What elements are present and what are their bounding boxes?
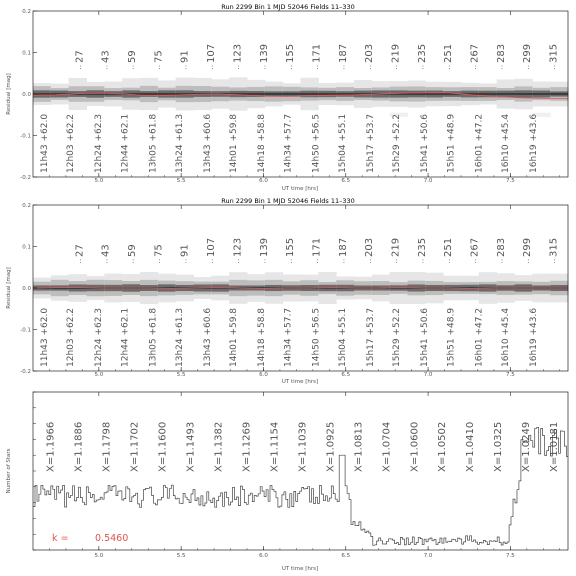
p1-field-number: 59	[127, 50, 139, 63]
p1-xtick-label: 7.0	[423, 178, 433, 184]
p1-field-number: 91	[179, 50, 191, 63]
p1-field-separator: :	[316, 63, 319, 71]
p1-field-number: 283	[495, 43, 507, 63]
p2-coordinate-label: 13h43 +60.6	[202, 307, 213, 367]
p2-xtick-label: 7.0	[423, 372, 433, 378]
p2-field-number: 171	[311, 237, 323, 257]
extinction-k-value: 0.5460	[95, 533, 129, 544]
p1-coordinate-label: 15h51 +48.9	[446, 113, 457, 173]
p1-field-number: 267	[469, 43, 481, 63]
p2-coordinate-label: 13h24 +61.3	[174, 307, 185, 367]
p1-coordinate-label: 14h18 +58.8	[257, 113, 268, 173]
p1-field-separator: :	[553, 63, 556, 71]
p2-field-separator: :	[184, 257, 188, 265]
p1-field-separator: :	[342, 63, 346, 71]
p1-xtick-label: 6.5	[341, 178, 351, 184]
p1-coordinate-label: 13h24 +61.3	[174, 113, 185, 173]
p1-ytick-label: 0.1	[22, 50, 31, 57]
panel-1-xlabel: UT time [hrs]	[281, 186, 319, 192]
p2-coordinate-label: 14h01 +59.8	[229, 307, 240, 367]
p1-coordinate-label: 16h10 +45.4	[500, 113, 511, 173]
airmass-label: X=1.1493	[185, 421, 197, 472]
p2-coordinate-label: 16h19 +43.6	[528, 307, 539, 367]
p2-field-number: 123	[232, 237, 244, 257]
p2-field-number: 219	[390, 237, 402, 257]
airmass-label: X=1.1966	[45, 421, 57, 472]
p2-field-number: 283	[495, 237, 507, 257]
panel-1-coordinate-labels	[40, 114, 539, 173]
p1-coordinate-label: 14h34 +57.7	[283, 113, 294, 173]
p2-field-separator: :	[395, 257, 398, 265]
p2-field-number: 235	[416, 237, 428, 257]
p2-coordinate-label: 15h17 +53.7	[365, 307, 376, 367]
p3-xtick-label: 5.0	[94, 553, 104, 559]
p2-xtick-label: 6.5	[341, 372, 351, 378]
p1-field-separator: :	[263, 63, 267, 71]
airmass-label: X=1.1269	[241, 421, 253, 472]
p2-coordinate-label: 12h03 +62.2	[66, 307, 77, 367]
panel-2-residual-line	[33, 288, 568, 289]
p1-field-separator: :	[474, 63, 477, 71]
p1-coordinate-label: 15h29 +52.2	[392, 113, 403, 173]
airmass-label: X=1.1798	[101, 421, 113, 472]
p2-field-number: 27	[74, 244, 86, 257]
airmass-label: X=1.1382	[213, 421, 225, 472]
panel-1	[6, 3, 569, 192]
airmass-label: X=1.0704	[381, 421, 393, 472]
panel-2-field-labels	[74, 238, 559, 265]
p1-field-number: 123	[232, 43, 244, 63]
p1-field-separator: :	[395, 63, 398, 71]
airmass-label: X=1.0410	[465, 421, 477, 472]
p2-field-number: 75	[153, 244, 165, 257]
p2-field-separator: :	[500, 257, 504, 265]
p2-field-number: 251	[443, 237, 455, 257]
p1-coordinate-label: 16h01 +47.2	[474, 113, 485, 173]
p1-field-number: 155	[285, 43, 297, 63]
airmass-label: X=1.1702	[129, 421, 141, 472]
p2-ytick-label: 0.0	[22, 286, 31, 292]
p2-field-separator: :	[369, 257, 372, 265]
p2-field-separator: :	[527, 257, 530, 265]
p3-xtick-label: 7.5	[506, 553, 515, 559]
airmass-label: X=1.0600	[409, 421, 421, 472]
airmass-label: X=1.1039	[297, 421, 309, 472]
p1-xtick-label: 5.0	[94, 178, 104, 184]
p1-field-number: 171	[311, 43, 323, 63]
p1-field-separator: :	[132, 63, 135, 71]
p1-field-separator: :	[105, 63, 109, 71]
panel-2-title: Run 2299 Bin 1 MJD 52046 Fields 11–330	[221, 197, 355, 205]
p1-coordinate-label: 15h04 +55.1	[337, 113, 348, 173]
p2-field-number: 203	[364, 237, 376, 257]
p3-xtick-label: 6.0	[259, 553, 268, 559]
p1-coordinate-label: 15h17 +53.7	[365, 113, 376, 173]
airmass-label: X=1.0813	[353, 421, 365, 472]
panel-3-xlabel: UT time [hrs]	[281, 566, 319, 572]
p2-field-number: 107	[206, 237, 218, 257]
p2-field-number: 315	[548, 237, 560, 257]
p2-coordinate-label: 13h05 +61.8	[148, 307, 159, 367]
p1-field-separator: :	[369, 63, 372, 71]
panel-2-ylabel: Residual [mag]	[6, 267, 12, 309]
extinction-k-label: k =	[52, 533, 69, 544]
p2-coordinate-label: 11h43 +62.0	[39, 307, 50, 367]
p2-field-separator: :	[211, 257, 214, 265]
p2-field-separator: :	[79, 257, 82, 265]
p2-coordinate-label: 16h10 +45.4	[500, 307, 511, 367]
p2-coordinate-label: 15h04 +55.1	[337, 307, 348, 367]
p1-coordinate-label: 12h44 +62.1	[120, 113, 131, 173]
panel-1-field-labels	[74, 44, 559, 71]
p2-coordinate-label: 14h18 +58.8	[257, 307, 268, 367]
p3-xtick-label: 5.5	[176, 553, 186, 559]
airmass-label: X=1.0249	[521, 421, 533, 472]
p1-field-separator: :	[158, 63, 161, 71]
p1-field-separator: :	[527, 63, 530, 71]
p1-coordinate-label: 12h24 +62.3	[94, 113, 105, 173]
p2-coordinate-label: 15h41 +50.6	[420, 307, 431, 367]
p2-field-separator: :	[263, 257, 267, 265]
panel-2-coordinate-labels	[40, 308, 539, 367]
p2-field-number: 267	[469, 237, 481, 257]
p2-xtick-label: 7.5	[506, 372, 515, 378]
p1-field-separator: :	[211, 63, 214, 71]
airmass-label: X=1.0325	[493, 421, 505, 472]
airmass-label: X=1.1154	[269, 421, 281, 472]
p2-field-number: 139	[258, 237, 270, 257]
panel-2-xlabel: UT time [hrs]	[281, 379, 319, 385]
p1-ytick-label: -0.1	[20, 133, 31, 140]
p2-ytick-label: 0.2	[22, 203, 31, 209]
p1-field-separator: :	[290, 63, 293, 71]
p2-field-separator: :	[448, 257, 451, 265]
p1-field-separator: :	[79, 63, 82, 71]
p2-xtick-label: 6.0	[259, 372, 268, 378]
p1-field-number: 27	[74, 50, 86, 63]
p1-field-number: 235	[416, 43, 428, 63]
p1-xtick-label: 5.5	[176, 178, 186, 184]
p1-field-number: 107	[206, 43, 218, 63]
p2-field-separator: :	[132, 257, 135, 265]
p2-field-separator: :	[553, 257, 556, 265]
p2-coordinate-label: 12h44 +62.1	[120, 307, 131, 367]
panel-2	[6, 197, 569, 385]
panel-1-bands	[33, 77, 569, 116]
p1-coordinate-label: 13h43 +60.6	[202, 113, 213, 173]
p2-field-separator: :	[290, 257, 293, 265]
panel-3-ylabel: Number of Stars	[6, 448, 12, 494]
p2-xtick-label: 5.5	[176, 372, 186, 378]
p2-ytick-label: -0.2	[20, 369, 31, 375]
p2-coordinate-label: 14h34 +57.7	[283, 307, 294, 367]
p2-field-number: 91	[179, 244, 191, 257]
p2-field-number: 59	[127, 244, 139, 257]
panel-3	[6, 392, 568, 572]
p1-coordinate-label: 12h03 +62.2	[66, 113, 77, 173]
panel-1-ylabel: Residual [mag]	[6, 73, 12, 115]
p2-field-separator: :	[316, 257, 319, 265]
p2-field-separator: :	[342, 257, 346, 265]
p1-field-separator: :	[448, 63, 451, 71]
p1-ytick-label: 0.0	[22, 92, 31, 98]
p1-coordinate-label: 13h05 +61.8	[148, 113, 159, 173]
airmass-label: X=1.1886	[73, 421, 85, 472]
p1-field-number: 43	[100, 50, 112, 63]
p1-field-number: 203	[364, 43, 376, 63]
p1-ytick-label: -0.2	[20, 175, 31, 181]
panel-3-airmass-labels	[45, 422, 560, 472]
p1-field-number: 219	[390, 43, 402, 63]
p1-field-number: 299	[522, 43, 534, 63]
p2-field-number: 43	[100, 244, 112, 257]
p1-coordinate-label: 14h01 +59.8	[229, 113, 240, 173]
p2-ytick-label: 0.1	[22, 244, 31, 251]
p2-field-number: 299	[522, 237, 534, 257]
p2-coordinate-label: 12h24 +62.3	[94, 307, 105, 367]
p2-coordinate-label: 15h29 +52.2	[392, 307, 403, 367]
p1-coordinate-label: 15h41 +50.6	[420, 113, 431, 173]
airmass-label: X=1.0502	[437, 421, 449, 472]
p2-field-number: 155	[285, 237, 297, 257]
p3-xtick-label: 6.5	[341, 553, 351, 559]
p1-field-number: 75	[153, 50, 165, 63]
p2-field-separator: :	[237, 257, 240, 265]
p2-field-separator: :	[474, 257, 477, 265]
p1-field-number: 315	[548, 43, 560, 63]
airmass-label: X=1.1600	[157, 421, 169, 472]
p2-xtick-label: 5.0	[94, 372, 104, 378]
p1-field-separator: :	[421, 63, 425, 71]
p1-ytick-label: 0.2	[22, 9, 31, 15]
p1-field-number: 251	[443, 43, 455, 63]
p1-xtick-label: 7.5	[506, 178, 515, 184]
p1-field-number: 187	[337, 43, 349, 63]
p1-field-number: 139	[258, 43, 270, 63]
panel-1-title: Run 2299 Bin 1 MJD 52046 Fields 11–330	[221, 3, 355, 11]
p1-coordinate-label: 11h43 +62.0	[39, 113, 50, 173]
p2-coordinate-label: 15h51 +48.9	[446, 307, 457, 367]
p1-field-separator: :	[500, 63, 504, 71]
p1-xtick-label: 6.0	[259, 178, 268, 184]
p2-field-separator: :	[158, 257, 161, 265]
p2-coordinate-label: 16h01 +47.2	[474, 307, 485, 367]
p2-ytick-label: -0.1	[20, 327, 31, 334]
p1-coordinate-label: 14h50 +56.5	[311, 113, 322, 173]
p2-field-separator: :	[105, 257, 109, 265]
p2-field-separator: :	[421, 257, 425, 265]
p1-coordinate-label: 16h19 +43.6	[528, 113, 539, 173]
p1-field-separator: :	[184, 63, 188, 71]
airmass-label: X=1.0181	[549, 421, 561, 472]
p2-coordinate-label: 14h50 +56.5	[311, 307, 322, 367]
airmass-label: X=1.0925	[325, 421, 337, 472]
p2-field-number: 187	[337, 237, 349, 257]
p3-xtick-label: 7.0	[423, 553, 433, 559]
p1-field-separator: :	[237, 63, 240, 71]
